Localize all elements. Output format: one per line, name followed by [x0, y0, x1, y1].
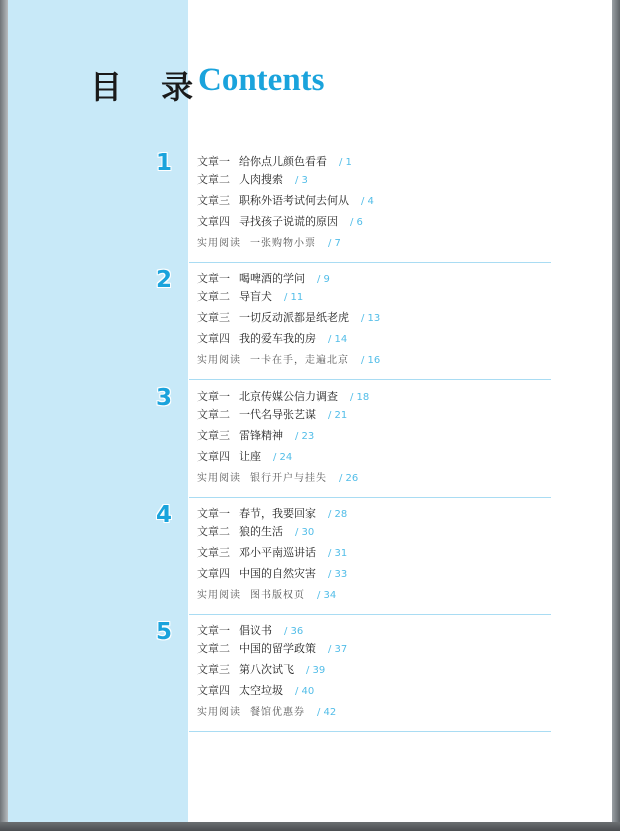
toc-entry[interactable] [197, 623, 303, 639]
entry-page-number: / 7 [328, 238, 341, 249]
toc-entry[interactable] [197, 172, 308, 188]
toc-entry[interactable] [197, 271, 330, 287]
entry-page-number: / 4 [361, 196, 374, 207]
unit-number-badge: 2 [155, 267, 172, 293]
toc-entry[interactable] [197, 449, 292, 465]
toc-entry[interactable] [197, 545, 347, 561]
entry-label: 文章一 [197, 390, 230, 403]
entry-title: 第八次试飞 [239, 663, 294, 676]
entry-label: 文章二 [197, 525, 230, 538]
entry-page-number: / 39 [306, 665, 326, 676]
page-title-chinese: 目 录 [90, 68, 208, 106]
viewer-frame-bottom [0, 822, 620, 831]
entry-page-number: / 1 [339, 157, 352, 168]
entry-title: 一卡在手，走遍北京 [250, 355, 349, 366]
toc-entry-practical-reading[interactable] [197, 470, 358, 486]
entry-title: 春节，我要回家 [239, 507, 316, 520]
entry-page-number: / 34 [317, 590, 337, 601]
entry-page-number: / 3 [295, 175, 308, 186]
entry-title: 餐馆优惠券 [250, 707, 305, 718]
entry-page-number: / 33 [328, 569, 348, 580]
toc-entry[interactable] [197, 662, 325, 678]
entry-label: 文章四 [197, 567, 230, 580]
entry-page-number: / 36 [284, 626, 304, 637]
entry-page-number: / 9 [317, 274, 330, 285]
viewer-frame-left [0, 0, 8, 831]
entry-label: 文章二 [197, 290, 230, 303]
entry-label: 文章二 [197, 173, 230, 186]
entry-label: 实用阅读 [197, 473, 241, 484]
entry-title: 一代名导张艺谋 [239, 408, 316, 421]
entry-page-number: / 26 [339, 473, 359, 484]
entry-page-number: / 16 [361, 355, 381, 366]
entry-label: 文章一 [197, 272, 230, 285]
entry-label: 文章四 [197, 215, 230, 228]
unit-divider [189, 262, 551, 263]
toc-entry[interactable] [197, 506, 347, 522]
entry-title: 邓小平南巡讲话 [239, 546, 316, 559]
entry-label: 文章四 [197, 450, 230, 463]
unit-divider [189, 731, 551, 732]
toc-entry[interactable] [197, 428, 314, 444]
toc-entry[interactable] [197, 289, 303, 305]
entry-title: 太空垃圾 [239, 684, 283, 697]
entry-page-number: / 13 [361, 313, 381, 324]
toc-entry[interactable] [197, 407, 347, 423]
entry-title: 图书版权页 [250, 590, 305, 601]
toc-entry-practical-reading[interactable] [197, 587, 336, 603]
entry-page-number: / 18 [350, 392, 370, 403]
entry-title: 狼的生活 [239, 525, 283, 538]
entry-label: 文章一 [197, 507, 230, 520]
entry-page-number: / 11 [284, 292, 304, 303]
toc-entry[interactable] [197, 154, 352, 170]
unit-number-badge: 3 [155, 385, 172, 411]
entry-title: 一切反动派都是纸老虎 [239, 311, 349, 324]
viewer-frame-right [612, 0, 620, 831]
entry-title: 人肉搜索 [239, 173, 283, 186]
unit-divider [189, 379, 551, 380]
entry-label: 实用阅读 [197, 355, 241, 366]
toc-entry-practical-reading[interactable] [197, 704, 336, 720]
entry-page-number: / 21 [328, 410, 348, 421]
entry-title: 银行开户与挂失 [250, 473, 327, 484]
entry-page-number: / 24 [273, 452, 293, 463]
entry-title: 导盲犬 [239, 290, 272, 303]
unit-divider [189, 614, 551, 615]
entry-page-number: / 37 [328, 644, 348, 655]
entry-page-number: / 30 [295, 527, 315, 538]
toc-entry[interactable] [197, 524, 314, 540]
entry-page-number: / 40 [295, 686, 315, 697]
entry-label: 文章三 [197, 546, 230, 559]
entry-title: 北京传媒公信力调查 [239, 390, 338, 403]
entry-label: 实用阅读 [197, 707, 241, 718]
entry-page-number: / 14 [328, 334, 348, 345]
entry-title: 喝啤酒的学问 [239, 272, 305, 285]
entry-page-number: / 42 [317, 707, 337, 718]
entry-title: 中国的留学政策 [239, 642, 316, 655]
entry-label: 文章三 [197, 663, 230, 676]
entry-label: 文章二 [197, 642, 230, 655]
entry-title: 给你点儿颜色看看 [239, 155, 327, 168]
entry-title: 雷锋精神 [239, 429, 283, 442]
document-page [8, 0, 612, 822]
toc-entry[interactable] [197, 389, 369, 405]
entry-label: 文章二 [197, 408, 230, 421]
toc-entry[interactable] [197, 310, 380, 326]
unit-divider [189, 497, 551, 498]
entry-title: 中国的自然灾害 [239, 567, 316, 580]
entry-title: 我的爱车我的房 [239, 332, 316, 345]
toc-entry[interactable] [197, 331, 347, 347]
toc-entry[interactable] [197, 193, 374, 209]
entry-title: 一张购物小票 [250, 238, 316, 249]
entry-label: 文章三 [197, 194, 230, 207]
toc-entry-practical-reading[interactable] [197, 352, 380, 368]
entry-page-number: / 31 [328, 548, 348, 559]
entry-label: 文章一 [197, 155, 230, 168]
entry-title: 让座 [239, 450, 261, 463]
entry-page-number: / 23 [295, 431, 315, 442]
toc-entry-practical-reading[interactable] [197, 235, 341, 251]
entry-label: 文章三 [197, 429, 230, 442]
entry-title: 倡议书 [239, 624, 272, 637]
toc-entry[interactable] [197, 214, 363, 230]
page-title-english: Contents [198, 62, 325, 98]
entry-label: 文章三 [197, 311, 230, 324]
entry-page-number: / 6 [350, 217, 363, 228]
unit-number-badge: 4 [155, 502, 172, 528]
toc-entry[interactable] [197, 566, 347, 582]
toc-entry[interactable] [197, 641, 347, 657]
toc-entry[interactable] [197, 683, 314, 699]
entry-label: 文章四 [197, 332, 230, 345]
entry-title: 职称外语考试何去何从 [239, 194, 349, 207]
unit-number-badge: 5 [155, 619, 172, 645]
entry-title: 寻找孩子说谎的原因 [239, 215, 338, 228]
entry-label: 文章四 [197, 684, 230, 697]
entry-page-number: / 28 [328, 509, 348, 520]
entry-label: 文章一 [197, 624, 230, 637]
left-color-band [8, 0, 188, 822]
unit-number-badge: 1 [155, 150, 172, 176]
entry-label: 实用阅读 [197, 590, 241, 601]
entry-label: 实用阅读 [197, 238, 241, 249]
